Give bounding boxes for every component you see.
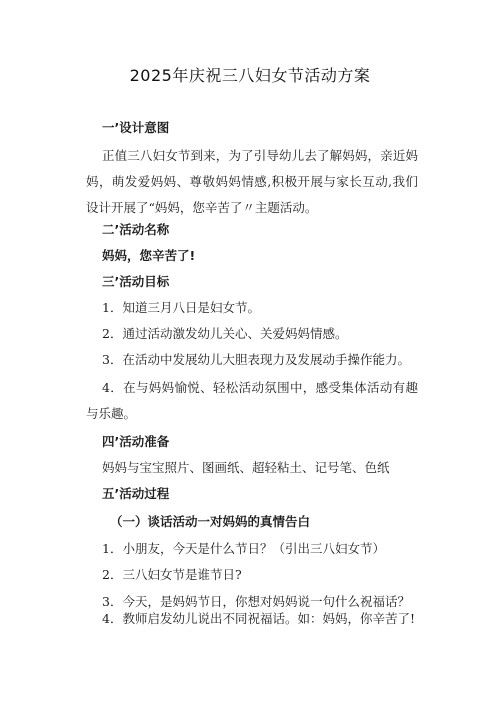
document-title: 2025年庆祝三八妇女节活动方案 <box>129 66 371 85</box>
section-heading-prep: 四’活动准备 <box>102 434 170 449</box>
section-heading-process: 五’活动过程 <box>102 486 170 501</box>
goal-item: 3．在活动中发展幼儿大胆表现力及发展动手操作能力。 <box>102 352 410 367</box>
section-heading-goals: 三’活动目标 <box>102 274 170 289</box>
section-heading-design: 一’设计意图 <box>102 120 170 135</box>
section-heading-name: 二’活动名称 <box>102 222 170 237</box>
activity-name: 妈妈，您辛苦了! <box>102 248 196 263</box>
goal-item: 1．知道三月八日是妇女节。 <box>102 300 260 315</box>
process-item: 4．教师启发幼儿说出不同祝福话。如：妈妈，你辛苦了! <box>102 611 415 626</box>
process-item: 2．三八妇女节是谁节日? <box>102 567 242 582</box>
design-paragraph: 正值三八妇女节到来，为了引导幼儿去了解妈妈，亲近妈妈，萌发爱妈妈、尊敬妈妈情感,积极开展与家长互动,我们设计开展了“妈妈，您辛苦了〃主题活动。 <box>86 148 418 215</box>
process-item: 1．小朋友，今天是什么节日？（引出三八妇女节） <box>102 541 385 556</box>
process-subheading: （一）谈话活动一对妈妈的真情告白 <box>110 514 311 529</box>
prep-materials: 妈妈与宝宝照片、图画纸、超轻粘土、记号笔、色纸 <box>102 460 390 475</box>
process-item: 3．今天，是妈妈节日，你想对妈妈说一句什么祝福话？ <box>102 594 410 609</box>
goal-item: 2．通过活动激发幼儿关心、关爱妈妈情感。 <box>102 326 348 341</box>
goal-item: 4．在与妈妈愉悦、轻松活动氛围中，感受集体活动有趣与乐趣。 <box>86 380 418 421</box>
